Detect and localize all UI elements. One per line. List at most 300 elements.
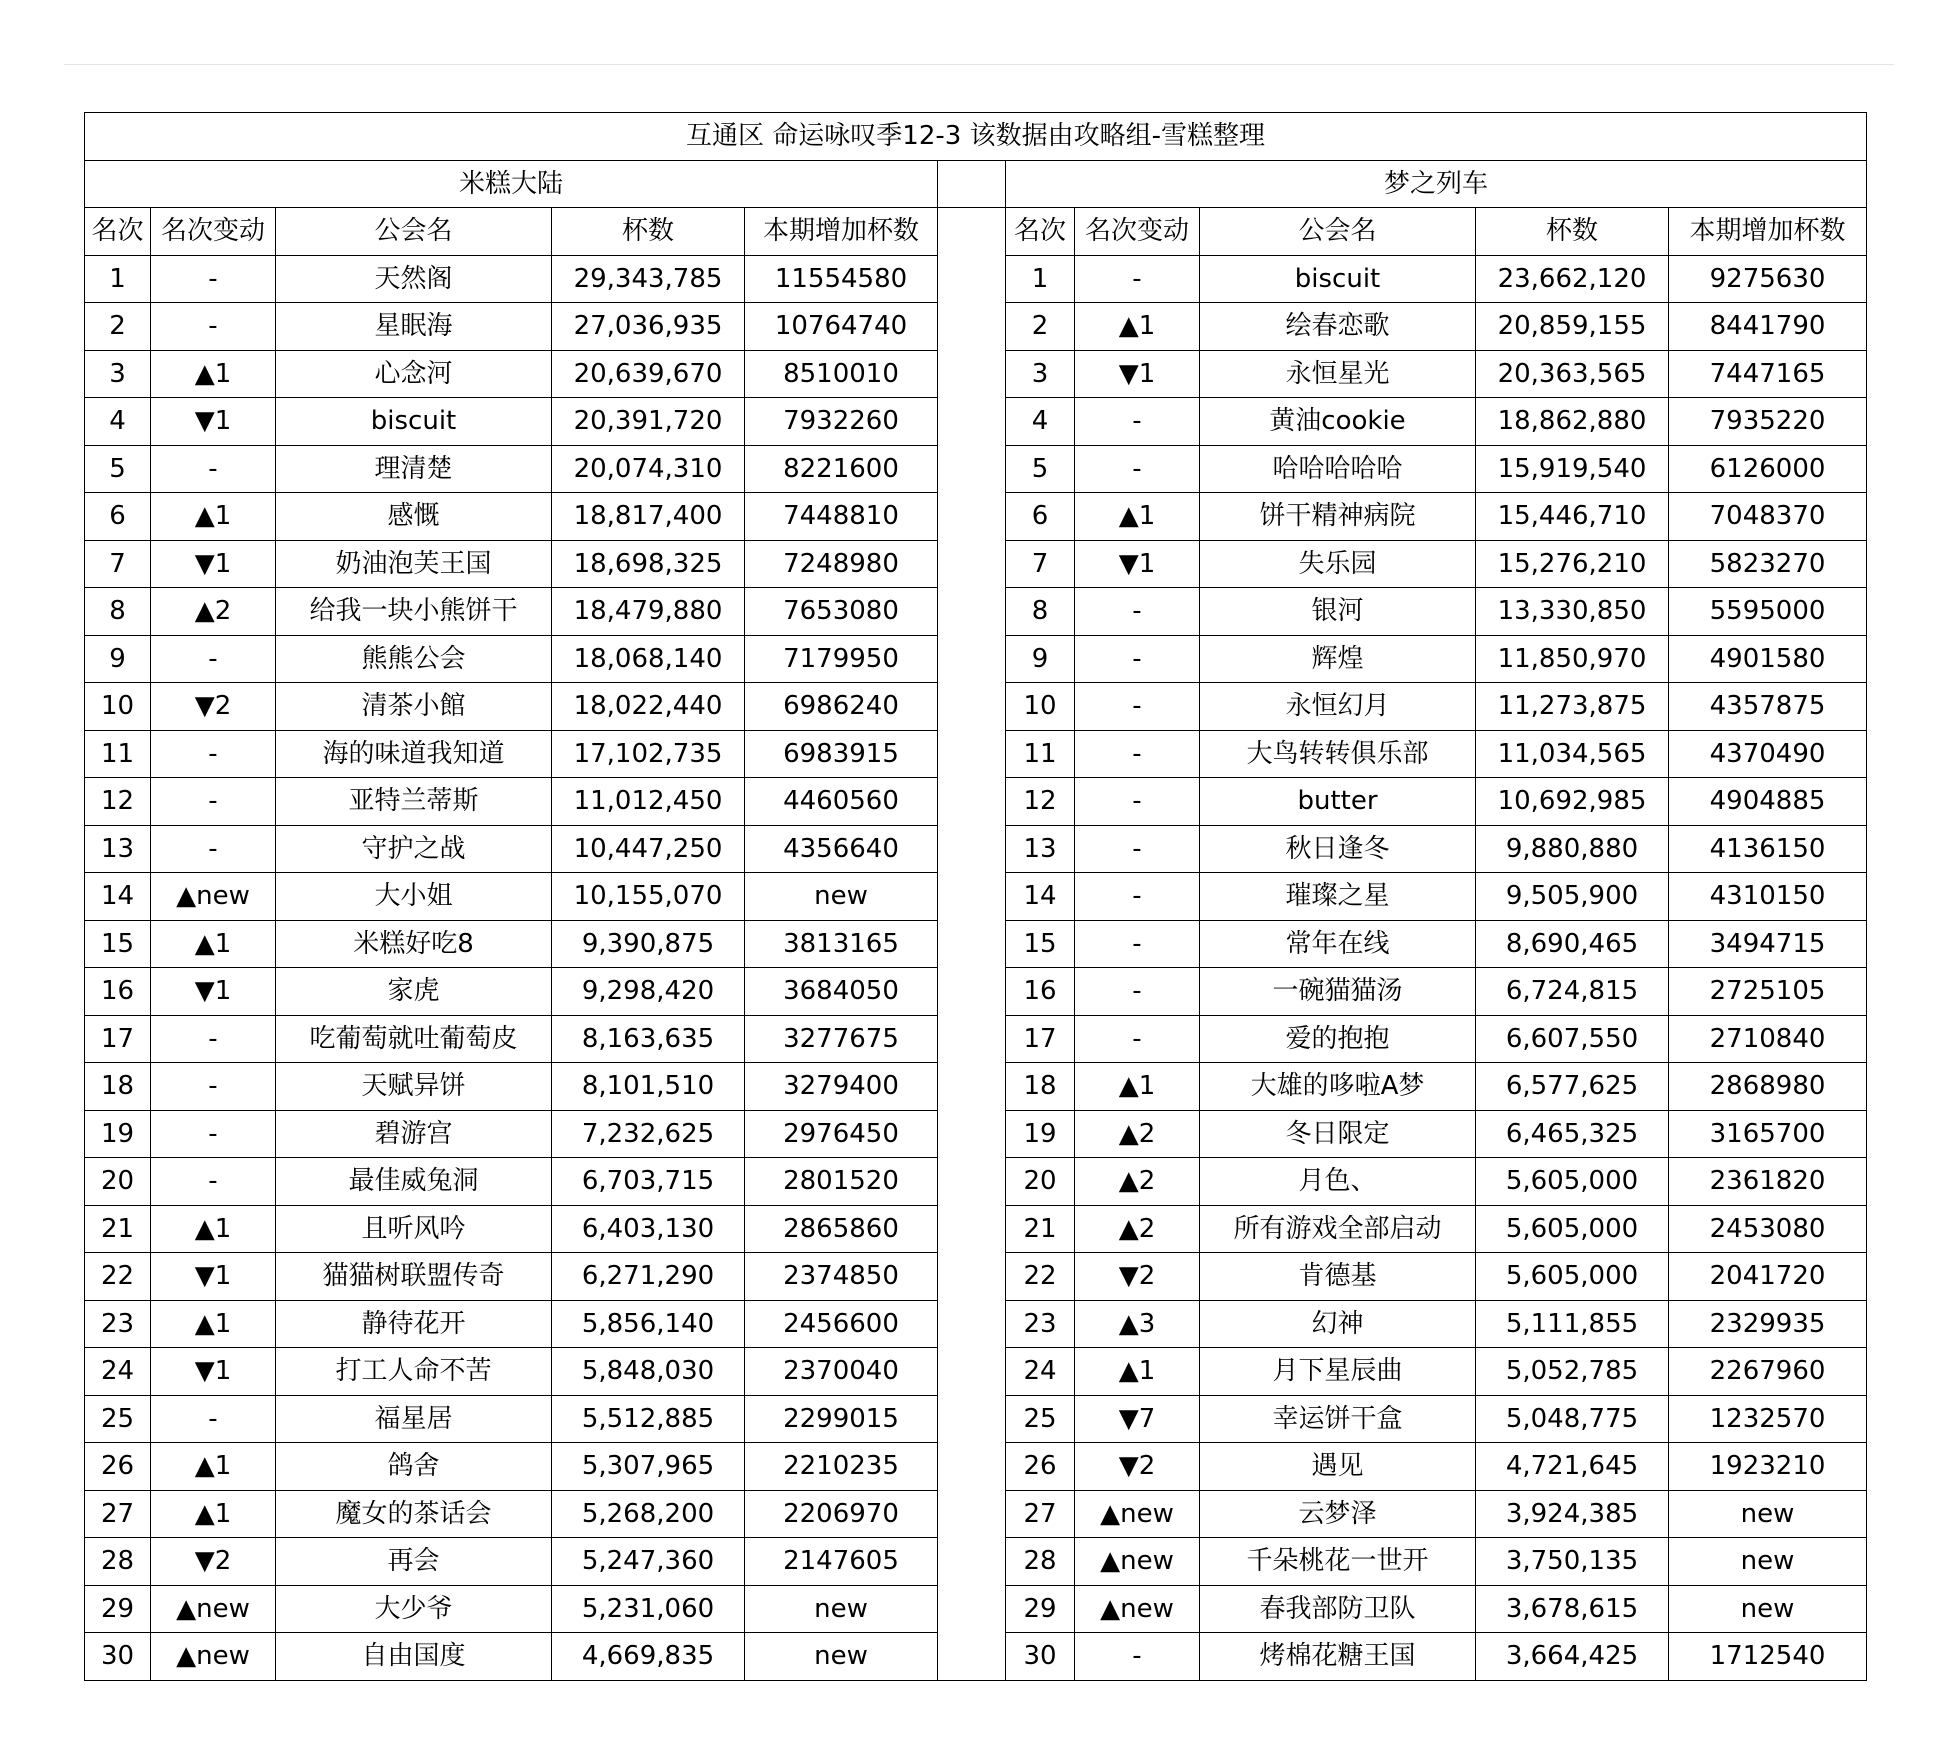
cup-count-right: 11,034,565 <box>1476 730 1669 778</box>
rank-right: 17 <box>1006 1015 1075 1063</box>
guild-name-right: 失乐园 <box>1200 540 1476 588</box>
column-gap <box>938 1253 1006 1301</box>
rank-change-right: ▲2 <box>1075 1110 1200 1158</box>
table-row <box>85 1395 1867 1443</box>
cup-count-left: 8,163,635 <box>552 1015 745 1063</box>
table-row <box>85 825 1867 873</box>
rank-right: 16 <box>1006 968 1075 1016</box>
cup-increase-left: 2206970 <box>745 1490 938 1538</box>
cup-count-right: 9,880,880 <box>1476 825 1669 873</box>
table-row <box>85 1110 1867 1158</box>
cup-increase-left: 7448810 <box>745 493 938 541</box>
rank-change-left: ▲new <box>151 873 276 921</box>
table-row <box>85 1253 1867 1301</box>
cup-increase-left: 7653080 <box>745 588 938 636</box>
rank-right: 22 <box>1006 1253 1075 1301</box>
rank-change-left: - <box>151 825 276 873</box>
rank-change-left: - <box>151 1395 276 1443</box>
cup-increase-left: new <box>745 873 938 921</box>
guild-name-left: 守护之战 <box>276 825 552 873</box>
guild-name-left: 星眠海 <box>276 303 552 351</box>
column-gap <box>938 1395 1006 1443</box>
cup-increase-right: 4904885 <box>1669 778 1867 826</box>
column-gap <box>938 208 1006 256</box>
rank-change-left: ▲1 <box>151 920 276 968</box>
cup-increase-left: 2147605 <box>745 1538 938 1586</box>
table-row <box>85 920 1867 968</box>
guild-name-right: 幸运饼干盒 <box>1200 1395 1476 1443</box>
rank-right: 9 <box>1006 635 1075 683</box>
cup-count-right: 3,924,385 <box>1476 1490 1669 1538</box>
rank-change-right: - <box>1075 968 1200 1016</box>
column-gap <box>938 1633 1006 1681</box>
column-gap <box>938 1205 1006 1253</box>
cup-count-left: 4,669,835 <box>552 1633 745 1681</box>
guild-name-left: 鸽舍 <box>276 1443 552 1491</box>
cup-count-left: 10,447,250 <box>552 825 745 873</box>
cup-increase-left: new <box>745 1585 938 1633</box>
cup-increase-right: 1232570 <box>1669 1395 1867 1443</box>
cup-increase-right: new <box>1669 1490 1867 1538</box>
guild-name-left: 天然阁 <box>276 255 552 303</box>
cup-increase-right: 2267960 <box>1669 1348 1867 1396</box>
rank-change-right: ▲3 <box>1075 1300 1200 1348</box>
cup-count-left: 6,271,290 <box>552 1253 745 1301</box>
rank-left: 11 <box>85 730 151 778</box>
cup-count-left: 18,698,325 <box>552 540 745 588</box>
cup-increase-right: 2868980 <box>1669 1063 1867 1111</box>
header-increase-right: 本期增加杯数 <box>1669 208 1867 256</box>
column-gap <box>938 778 1006 826</box>
cup-increase-right: 3494715 <box>1669 920 1867 968</box>
table-row <box>85 683 1867 731</box>
cup-count-right: 6,577,625 <box>1476 1063 1669 1111</box>
rank-change-right: ▲2 <box>1075 1158 1200 1206</box>
rank-change-left: - <box>151 255 276 303</box>
cup-increase-left: 10764740 <box>745 303 938 351</box>
rank-left: 19 <box>85 1110 151 1158</box>
rank-change-right: ▲1 <box>1075 1063 1200 1111</box>
table-row <box>85 303 1867 351</box>
cup-increase-left: 4356640 <box>745 825 938 873</box>
cup-count-right: 6,607,550 <box>1476 1015 1669 1063</box>
guild-name-left: 米糕好吃8 <box>276 920 552 968</box>
cup-count-left: 9,298,420 <box>552 968 745 1016</box>
cup-increase-left: 2456600 <box>745 1300 938 1348</box>
column-gap <box>938 493 1006 541</box>
rank-change-right: ▲1 <box>1075 303 1200 351</box>
rank-right: 8 <box>1006 588 1075 636</box>
cup-count-left: 6,403,130 <box>552 1205 745 1253</box>
cup-count-left: 5,268,200 <box>552 1490 745 1538</box>
rank-change-left: ▲1 <box>151 350 276 398</box>
rank-right: 19 <box>1006 1110 1075 1158</box>
cup-increase-right: 7935220 <box>1669 398 1867 446</box>
cup-increase-left: 4460560 <box>745 778 938 826</box>
rank-change-right: - <box>1075 1633 1200 1681</box>
rank-left: 7 <box>85 540 151 588</box>
guild-name-left: 大小姐 <box>276 873 552 921</box>
guild-name-right: 大雄的哆啦A梦 <box>1200 1063 1476 1111</box>
cup-count-right: 6,724,815 <box>1476 968 1669 1016</box>
rank-change-right: ▲1 <box>1075 493 1200 541</box>
guild-name-left: 家虎 <box>276 968 552 1016</box>
table-row <box>85 635 1867 683</box>
guild-name-left: 且听风吟 <box>276 1205 552 1253</box>
column-gap <box>938 1015 1006 1063</box>
rank-right: 23 <box>1006 1300 1075 1348</box>
rank-change-left: - <box>151 445 276 493</box>
rank-left: 14 <box>85 873 151 921</box>
cup-increase-right: 8441790 <box>1669 303 1867 351</box>
cup-increase-left: 2865860 <box>745 1205 938 1253</box>
rank-change-right: - <box>1075 778 1200 826</box>
column-gap <box>938 255 1006 303</box>
cup-increase-left: 2374850 <box>745 1253 938 1301</box>
column-gap <box>938 445 1006 493</box>
column-gap <box>938 1490 1006 1538</box>
rank-right: 27 <box>1006 1490 1075 1538</box>
column-gap <box>938 1585 1006 1633</box>
column-gap <box>938 1063 1006 1111</box>
cup-increase-right: 2361820 <box>1669 1158 1867 1206</box>
column-gap <box>938 1538 1006 1586</box>
cup-count-right: 20,363,565 <box>1476 350 1669 398</box>
top-divider-line <box>64 64 1894 65</box>
cup-count-left: 10,155,070 <box>552 873 745 921</box>
header-cups-right: 杯数 <box>1476 208 1669 256</box>
rank-right: 21 <box>1006 1205 1075 1253</box>
rank-change-right: - <box>1075 635 1200 683</box>
cup-count-right: 11,273,875 <box>1476 683 1669 731</box>
cup-count-right: 3,664,425 <box>1476 1633 1669 1681</box>
cup-count-left: 9,390,875 <box>552 920 745 968</box>
column-gap <box>938 350 1006 398</box>
table-row <box>85 968 1867 1016</box>
rank-change-right: ▲1 <box>1075 1348 1200 1396</box>
cup-count-left: 20,639,670 <box>552 350 745 398</box>
cup-increase-right: 1923210 <box>1669 1443 1867 1491</box>
rank-left: 16 <box>85 968 151 1016</box>
table-row <box>85 588 1867 636</box>
guild-name-right: biscuit <box>1200 255 1476 303</box>
guild-name-left: 天赋异饼 <box>276 1063 552 1111</box>
table-row <box>85 350 1867 398</box>
rank-change-right: - <box>1075 920 1200 968</box>
server-name-left: 米糕大陆 <box>85 160 938 208</box>
cup-count-right: 13,330,850 <box>1476 588 1669 636</box>
guild-name-right: 烤棉花糖王国 <box>1200 1633 1476 1681</box>
title-row <box>85 113 1867 161</box>
table-title: 互通区 命运咏叹季12-3 该数据由攻略组-雪糕整理 <box>85 113 1867 161</box>
cup-increase-right: new <box>1669 1585 1867 1633</box>
guild-name-right: 绘春恋歌 <box>1200 303 1476 351</box>
rank-right: 30 <box>1006 1633 1075 1681</box>
rank-change-left: ▼2 <box>151 683 276 731</box>
cup-count-right: 4,721,645 <box>1476 1443 1669 1491</box>
guild-name-right: 肯德基 <box>1200 1253 1476 1301</box>
cup-increase-right: 2041720 <box>1669 1253 1867 1301</box>
rank-left: 28 <box>85 1538 151 1586</box>
rank-change-right: - <box>1075 873 1200 921</box>
cup-increase-left: 2801520 <box>745 1158 938 1206</box>
guild-name-right: 常年在线 <box>1200 920 1476 968</box>
guild-ranking-table <box>84 112 1867 1681</box>
guild-name-right: 云梦泽 <box>1200 1490 1476 1538</box>
guild-name-left: 大少爷 <box>276 1585 552 1633</box>
table-row <box>85 1443 1867 1491</box>
rank-right: 28 <box>1006 1538 1075 1586</box>
header-change-left: 名次变动 <box>151 208 276 256</box>
cup-increase-left: new <box>745 1633 938 1681</box>
column-gap <box>938 1110 1006 1158</box>
column-gap <box>938 160 1006 208</box>
guild-name-left: 碧游宫 <box>276 1110 552 1158</box>
rank-change-left: ▲1 <box>151 493 276 541</box>
cup-increase-right: 5823270 <box>1669 540 1867 588</box>
cup-count-left: 29,343,785 <box>552 255 745 303</box>
cup-count-right: 20,859,155 <box>1476 303 1669 351</box>
guild-name-left: 静待花开 <box>276 1300 552 1348</box>
rank-left: 25 <box>85 1395 151 1443</box>
rank-change-right: - <box>1075 730 1200 778</box>
cup-increase-right: new <box>1669 1538 1867 1586</box>
rank-right: 26 <box>1006 1443 1075 1491</box>
rank-change-right: ▼2 <box>1075 1253 1200 1301</box>
rank-left: 20 <box>85 1158 151 1206</box>
guild-name-right: 爱的抱抱 <box>1200 1015 1476 1063</box>
cup-increase-left: 2210235 <box>745 1443 938 1491</box>
rank-left: 2 <box>85 303 151 351</box>
guild-name-right: 一碗猫猫汤 <box>1200 968 1476 1016</box>
rank-change-left: ▲1 <box>151 1490 276 1538</box>
guild-name-right: 月色、 <box>1200 1158 1476 1206</box>
rank-right: 24 <box>1006 1348 1075 1396</box>
header-rank-left: 名次 <box>85 208 151 256</box>
rank-right: 29 <box>1006 1585 1075 1633</box>
cup-count-right: 6,465,325 <box>1476 1110 1669 1158</box>
cup-count-right: 5,111,855 <box>1476 1300 1669 1348</box>
rank-left: 8 <box>85 588 151 636</box>
cup-count-right: 15,276,210 <box>1476 540 1669 588</box>
cup-increase-left: 3277675 <box>745 1015 938 1063</box>
rank-change-left: ▼2 <box>151 1538 276 1586</box>
cup-increase-left: 2299015 <box>745 1395 938 1443</box>
guild-name-right: 幻神 <box>1200 1300 1476 1348</box>
cup-increase-right: 9275630 <box>1669 255 1867 303</box>
cup-count-right: 11,850,970 <box>1476 635 1669 683</box>
table-row <box>85 1633 1867 1681</box>
rank-change-left: - <box>151 1158 276 1206</box>
cup-increase-right: 2329935 <box>1669 1300 1867 1348</box>
cup-increase-right: 1712540 <box>1669 1633 1867 1681</box>
cup-count-left: 5,512,885 <box>552 1395 745 1443</box>
column-gap <box>938 968 1006 1016</box>
column-gap <box>938 1443 1006 1491</box>
table-row <box>85 1063 1867 1111</box>
rank-right: 7 <box>1006 540 1075 588</box>
rank-left: 29 <box>85 1585 151 1633</box>
rank-change-left: ▼1 <box>151 1348 276 1396</box>
rank-change-right: - <box>1075 1015 1200 1063</box>
rank-right: 5 <box>1006 445 1075 493</box>
rank-left: 21 <box>85 1205 151 1253</box>
rank-change-left: ▲1 <box>151 1205 276 1253</box>
guild-name-left: 心念河 <box>276 350 552 398</box>
server-name-row <box>85 160 1867 208</box>
header-rank-right: 名次 <box>1006 208 1075 256</box>
guild-name-right: 永恒星光 <box>1200 350 1476 398</box>
cup-count-left: 20,074,310 <box>552 445 745 493</box>
guild-name-right: 春我部防卫队 <box>1200 1585 1476 1633</box>
rank-change-left: - <box>151 1110 276 1158</box>
rank-right: 4 <box>1006 398 1075 446</box>
guild-name-left: 打工人命不苦 <box>276 1348 552 1396</box>
rank-left: 13 <box>85 825 151 873</box>
guild-name-left: 熊熊公会 <box>276 635 552 683</box>
header-guild-left: 公会名 <box>276 208 552 256</box>
rank-left: 30 <box>85 1633 151 1681</box>
rank-left: 15 <box>85 920 151 968</box>
cup-count-right: 5,048,775 <box>1476 1395 1669 1443</box>
cup-count-right: 10,692,985 <box>1476 778 1669 826</box>
guild-name-left: 最佳威兔洞 <box>276 1158 552 1206</box>
rank-change-left: ▼1 <box>151 1253 276 1301</box>
guild-name-right: 璀璨之星 <box>1200 873 1476 921</box>
cup-count-left: 11,012,450 <box>552 778 745 826</box>
cup-increase-left: 6986240 <box>745 683 938 731</box>
cup-increase-right: 4310150 <box>1669 873 1867 921</box>
cup-count-left: 5,231,060 <box>552 1585 745 1633</box>
rank-change-right: ▼1 <box>1075 350 1200 398</box>
cup-increase-right: 7447165 <box>1669 350 1867 398</box>
guild-name-left: 亚特兰蒂斯 <box>276 778 552 826</box>
cup-count-left: 18,022,440 <box>552 683 745 731</box>
cup-count-right: 18,862,880 <box>1476 398 1669 446</box>
guild-name-left: 魔女的茶话会 <box>276 1490 552 1538</box>
cup-count-right: 15,919,540 <box>1476 445 1669 493</box>
rank-left: 27 <box>85 1490 151 1538</box>
rank-right: 3 <box>1006 350 1075 398</box>
cup-count-right: 9,505,900 <box>1476 873 1669 921</box>
rank-change-left: ▼1 <box>151 540 276 588</box>
cup-count-right: 23,662,120 <box>1476 255 1669 303</box>
guild-name-left: 给我一块小熊饼干 <box>276 588 552 636</box>
rank-left: 5 <box>85 445 151 493</box>
guild-name-left: 再会 <box>276 1538 552 1586</box>
table-row <box>85 1158 1867 1206</box>
guild-name-left: 福星居 <box>276 1395 552 1443</box>
rank-change-right: ▲new <box>1075 1490 1200 1538</box>
rank-right: 11 <box>1006 730 1075 778</box>
cup-count-right: 5,605,000 <box>1476 1253 1669 1301</box>
rank-change-left: - <box>151 778 276 826</box>
rank-change-left: ▲new <box>151 1633 276 1681</box>
cup-count-left: 18,479,880 <box>552 588 745 636</box>
guild-name-left: 感慨 <box>276 493 552 541</box>
rank-right: 25 <box>1006 1395 1075 1443</box>
rank-change-left: - <box>151 730 276 778</box>
cup-count-right: 15,446,710 <box>1476 493 1669 541</box>
column-gap <box>938 1300 1006 1348</box>
header-increase-left: 本期增加杯数 <box>745 208 938 256</box>
cup-count-right: 3,750,135 <box>1476 1538 1669 1586</box>
cup-count-left: 5,856,140 <box>552 1300 745 1348</box>
rank-left: 4 <box>85 398 151 446</box>
cup-count-right: 5,605,000 <box>1476 1158 1669 1206</box>
rank-change-left: ▼1 <box>151 968 276 1016</box>
rank-right: 13 <box>1006 825 1075 873</box>
guild-name-right: 月下星辰曲 <box>1200 1348 1476 1396</box>
cup-increase-right: 7048370 <box>1669 493 1867 541</box>
cup-count-left: 17,102,735 <box>552 730 745 778</box>
rank-change-left: - <box>151 635 276 683</box>
table-row <box>85 778 1867 826</box>
cup-increase-right: 6126000 <box>1669 445 1867 493</box>
rank-left: 6 <box>85 493 151 541</box>
cup-increase-left: 2370040 <box>745 1348 938 1396</box>
table-row <box>85 873 1867 921</box>
rank-left: 26 <box>85 1443 151 1491</box>
cup-count-right: 5,052,785 <box>1476 1348 1669 1396</box>
guild-name-right: 哈哈哈哈哈 <box>1200 445 1476 493</box>
rank-change-right: - <box>1075 588 1200 636</box>
rank-change-left: ▲2 <box>151 588 276 636</box>
rank-change-right: ▲new <box>1075 1585 1200 1633</box>
cup-count-left: 5,848,030 <box>552 1348 745 1396</box>
cup-increase-left: 3813165 <box>745 920 938 968</box>
rank-left: 1 <box>85 255 151 303</box>
guild-name-left: 清茶小館 <box>276 683 552 731</box>
cup-increase-right: 4901580 <box>1669 635 1867 683</box>
table-row <box>85 1348 1867 1396</box>
rank-change-right: - <box>1075 825 1200 873</box>
rank-left: 22 <box>85 1253 151 1301</box>
rank-right: 1 <box>1006 255 1075 303</box>
guild-name-left: biscuit <box>276 398 552 446</box>
table-row <box>85 493 1867 541</box>
column-gap <box>938 730 1006 778</box>
cup-increase-left: 7932260 <box>745 398 938 446</box>
rank-change-left: - <box>151 1015 276 1063</box>
guild-name-right: butter <box>1200 778 1476 826</box>
column-gap <box>938 920 1006 968</box>
cup-increase-right: 2710840 <box>1669 1015 1867 1063</box>
cup-increase-right: 4357875 <box>1669 683 1867 731</box>
cup-increase-left: 3684050 <box>745 968 938 1016</box>
rank-change-right: - <box>1075 445 1200 493</box>
table-row <box>85 1300 1867 1348</box>
column-gap <box>938 1158 1006 1206</box>
rank-change-right: ▼2 <box>1075 1443 1200 1491</box>
table-row <box>85 398 1867 446</box>
rank-change-left: ▲new <box>151 1585 276 1633</box>
header-guild-right: 公会名 <box>1200 208 1476 256</box>
rank-right: 18 <box>1006 1063 1075 1111</box>
rank-change-right: - <box>1075 683 1200 731</box>
column-gap <box>938 540 1006 588</box>
cup-increase-left: 6983915 <box>745 730 938 778</box>
cup-increase-right: 4136150 <box>1669 825 1867 873</box>
cup-increase-right: 2453080 <box>1669 1205 1867 1253</box>
guild-name-right: 所有游戏全部启动 <box>1200 1205 1476 1253</box>
column-gap <box>938 825 1006 873</box>
rank-change-right: - <box>1075 398 1200 446</box>
guild-name-right: 千朵桃花一世开 <box>1200 1538 1476 1586</box>
rank-left: 23 <box>85 1300 151 1348</box>
guild-name-left: 自由国度 <box>276 1633 552 1681</box>
cup-count-left: 7,232,625 <box>552 1110 745 1158</box>
